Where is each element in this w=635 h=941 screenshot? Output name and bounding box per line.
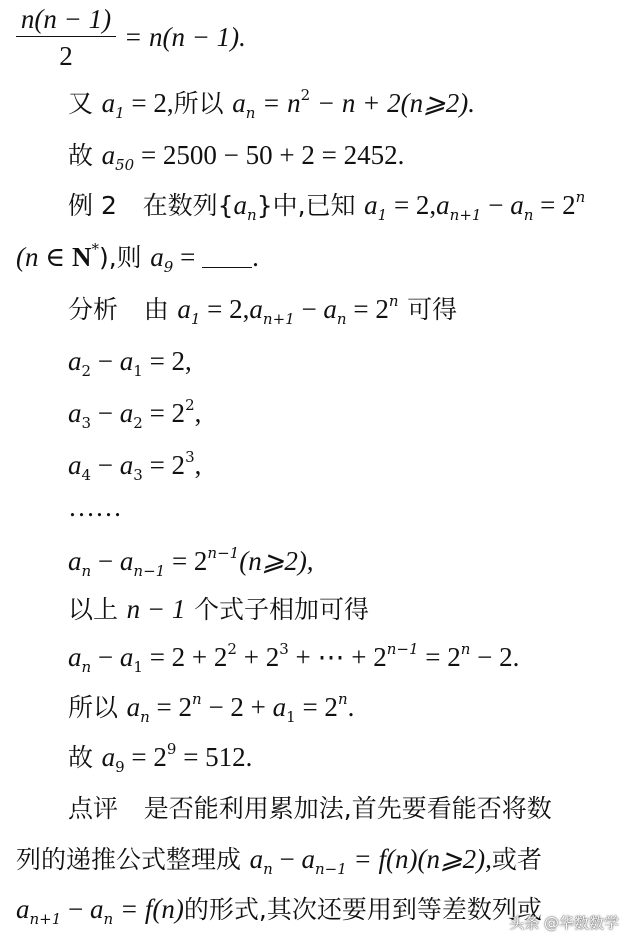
line-12: $a_n - a_1 = 2 + 2^2 + 2^3$ + ⋯ + $2^{n-1} = 2^n - 2$. [68,640,520,676]
line-14: 故 $a_9 = 2^9 = 512$. [68,740,253,776]
line-0-rest: = n(n − 1). [124,22,246,52]
line-13: 所以 $a_n = 2^n - 2 + a_1 = 2^n$. [68,690,355,726]
fraction-numerator: n(n − 1) [16,4,116,37]
line-7: $a_3 - a_2 = 2^2$, [68,396,202,432]
answer-blank [202,245,252,268]
line-8: $a_4 - a_3 = 2^3$, [68,448,202,484]
fraction-denominator: 2 [59,41,73,71]
fraction [16,4,116,71]
line-1: 又 $a_1 = 2$,所以 $a_n = n^2 - n$ + 2(n⩾2). [68,86,475,122]
line-17: $a_{n+1} - a_n = f(n)$的形式,其次还要用到等差数列或 [16,894,542,928]
line-16: 列的递推公式整理成 $a_n - a_{n-1}$ = f(n)(n⩾2),或者 [16,844,542,878]
line-2: 故 $a_{50} = 2500 - 50 + 2 = 2452$. [68,140,405,174]
line-9-ellipsis: …… [68,492,122,522]
watermark: 头条 @华数数学 [509,914,619,932]
line-5: 分析 由 $a_1 = 2,a_{n+1} - a_n = 2^n$ 可得 [68,292,458,328]
line-11: 以上 n − 1 个式子相加可得 [68,594,369,624]
line-3: 例 2 在数列$\{a_n\}$中,已知 $a_1 = 2,a_{n+1} - a_n = 2^n$ [68,188,586,224]
line-6: $a_2 - a_1 = 2$, [68,346,192,380]
line-10: $a_n - a_{n-1}$ = $2^{n-1}(n⩾2)$, [68,544,314,580]
line-4: (n ∈ N*),则 $a_9$ = . [16,240,259,276]
line-15: 点评 是否能利用累加法,首先要看能否将数 [68,794,552,823]
